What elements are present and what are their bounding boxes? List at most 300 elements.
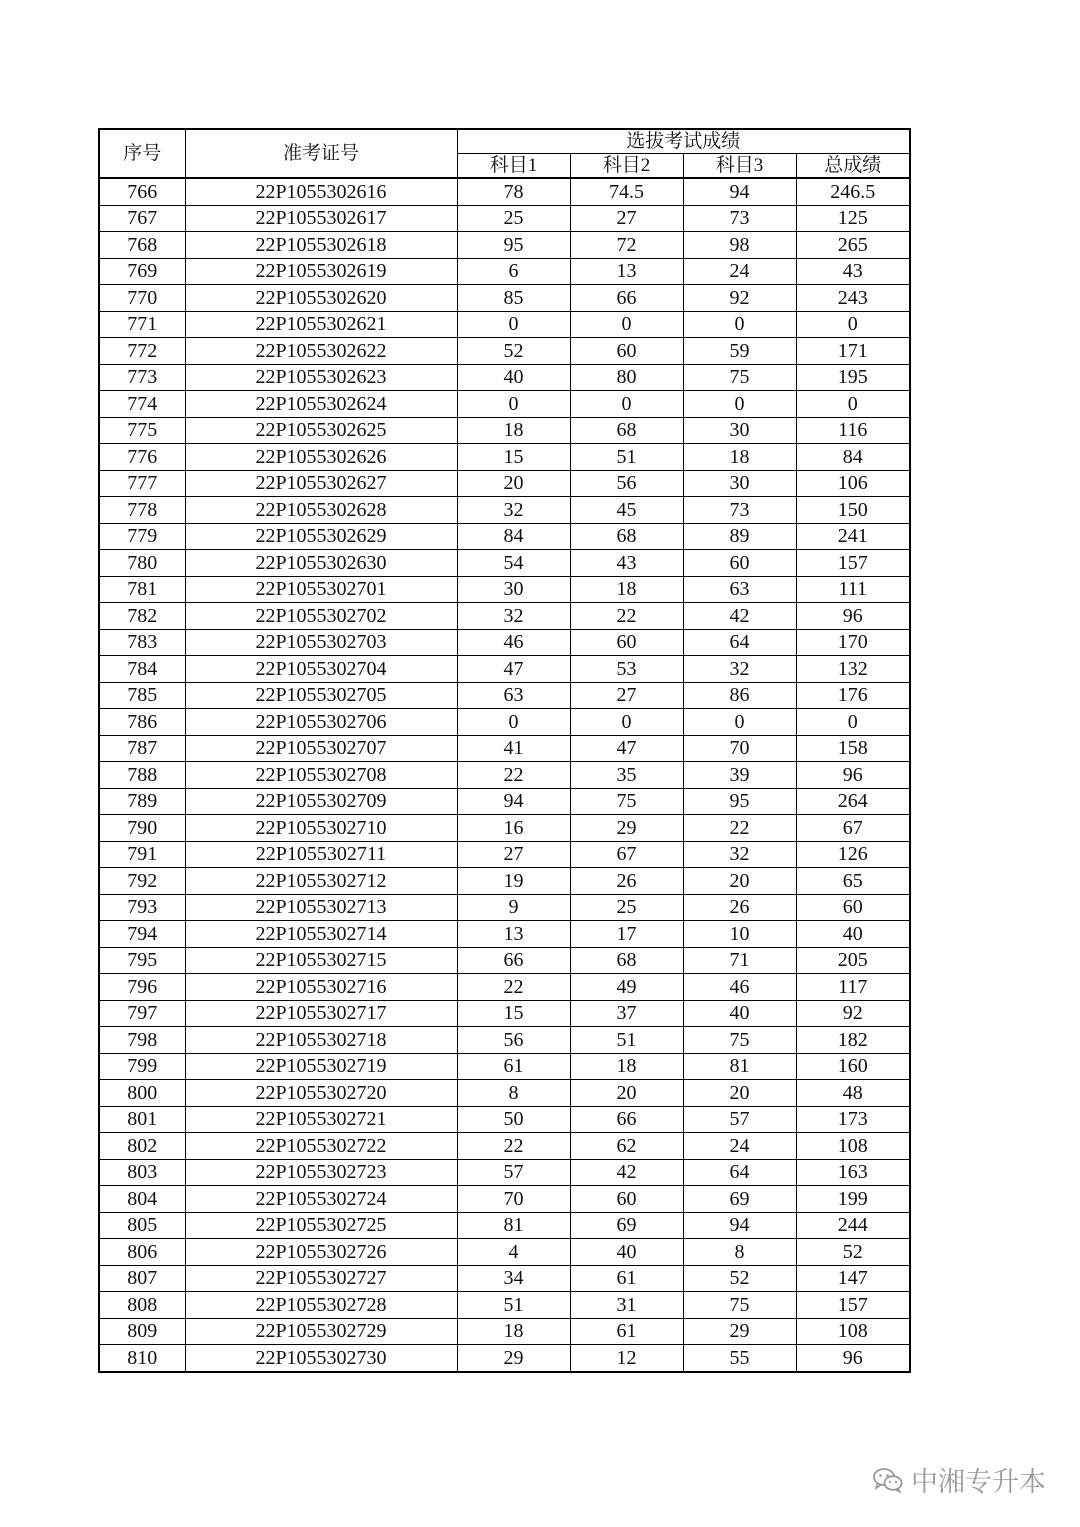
cell-subject1: 61 bbox=[457, 1053, 570, 1080]
cell-total: 84 bbox=[796, 444, 910, 471]
cell-seq: 767 bbox=[99, 205, 185, 232]
cell-seq: 775 bbox=[99, 417, 185, 444]
cell-exam-id: 22P1055302704 bbox=[185, 656, 457, 683]
cell-exam-id: 22P1055302712 bbox=[185, 868, 457, 895]
table-row bbox=[99, 576, 910, 603]
cell-subject2: 31 bbox=[570, 1292, 683, 1319]
cell-subject2: 51 bbox=[570, 444, 683, 471]
cell-subject3: 42 bbox=[683, 603, 796, 630]
cell-exam-id: 22P1055302624 bbox=[185, 391, 457, 418]
cell-exam-id: 22P1055302726 bbox=[185, 1239, 457, 1266]
table-row bbox=[99, 1106, 910, 1133]
table-row bbox=[99, 656, 910, 683]
cell-total: 147 bbox=[796, 1265, 910, 1292]
table-row bbox=[99, 1000, 910, 1027]
cell-subject1: 51 bbox=[457, 1292, 570, 1319]
cell-subject3: 94 bbox=[683, 1212, 796, 1239]
cell-exam-id: 22P1055302702 bbox=[185, 603, 457, 630]
cell-subject2: 68 bbox=[570, 417, 683, 444]
cell-subject3: 52 bbox=[683, 1265, 796, 1292]
cell-subject1: 34 bbox=[457, 1265, 570, 1292]
cell-exam-id: 22P1055302617 bbox=[185, 205, 457, 232]
cell-total: 150 bbox=[796, 497, 910, 524]
table-header bbox=[99, 129, 910, 178]
cell-subject1: 22 bbox=[457, 762, 570, 789]
table-row bbox=[99, 1292, 910, 1319]
cell-total: 96 bbox=[796, 762, 910, 789]
cell-exam-id: 22P1055302721 bbox=[185, 1106, 457, 1133]
cell-total: 117 bbox=[796, 974, 910, 1001]
cell-total: 60 bbox=[796, 894, 910, 921]
cell-subject3: 57 bbox=[683, 1106, 796, 1133]
cell-seq: 809 bbox=[99, 1318, 185, 1345]
cell-subject2: 0 bbox=[570, 311, 683, 338]
cell-exam-id: 22P1055302727 bbox=[185, 1265, 457, 1292]
cell-seq: 779 bbox=[99, 523, 185, 550]
cell-total: 205 bbox=[796, 947, 910, 974]
cell-subject1: 15 bbox=[457, 1000, 570, 1027]
cell-subject2: 68 bbox=[570, 523, 683, 550]
cell-subject3: 0 bbox=[683, 311, 796, 338]
table-row bbox=[99, 417, 910, 444]
table-row bbox=[99, 735, 910, 762]
cell-subject1: 30 bbox=[457, 576, 570, 603]
cell-total: 241 bbox=[796, 523, 910, 550]
cell-total: 243 bbox=[796, 285, 910, 312]
cell-subject3: 46 bbox=[683, 974, 796, 1001]
cell-exam-id: 22P1055302723 bbox=[185, 1159, 457, 1186]
cell-subject3: 30 bbox=[683, 417, 796, 444]
cell-subject1: 15 bbox=[457, 444, 570, 471]
cell-exam-id: 22P1055302724 bbox=[185, 1186, 457, 1213]
cell-subject2: 25 bbox=[570, 894, 683, 921]
cell-subject3: 73 bbox=[683, 205, 796, 232]
header-subject3: 科目3 bbox=[683, 154, 796, 179]
cell-subject2: 51 bbox=[570, 1027, 683, 1054]
cell-exam-id: 22P1055302707 bbox=[185, 735, 457, 762]
cell-seq: 778 bbox=[99, 497, 185, 524]
cell-total: 96 bbox=[796, 603, 910, 630]
cell-subject1: 78 bbox=[457, 178, 570, 205]
cell-subject3: 69 bbox=[683, 1186, 796, 1213]
cell-total: 0 bbox=[796, 311, 910, 338]
cell-total: 52 bbox=[796, 1239, 910, 1266]
cell-subject2: 80 bbox=[570, 364, 683, 391]
cell-seq: 808 bbox=[99, 1292, 185, 1319]
table-row bbox=[99, 1186, 910, 1213]
header-subject2: 科目2 bbox=[570, 154, 683, 179]
cell-total: 173 bbox=[796, 1106, 910, 1133]
table-row bbox=[99, 921, 910, 948]
cell-subject3: 75 bbox=[683, 1027, 796, 1054]
cell-total: 108 bbox=[796, 1318, 910, 1345]
cell-subject1: 85 bbox=[457, 285, 570, 312]
cell-subject2: 18 bbox=[570, 576, 683, 603]
table-row bbox=[99, 338, 910, 365]
table-row bbox=[99, 894, 910, 921]
cell-subject1: 66 bbox=[457, 947, 570, 974]
cell-subject3: 71 bbox=[683, 947, 796, 974]
cell-total: 199 bbox=[796, 1186, 910, 1213]
cell-seq: 768 bbox=[99, 232, 185, 259]
cell-seq: 773 bbox=[99, 364, 185, 391]
cell-total: 0 bbox=[796, 391, 910, 418]
cell-seq: 790 bbox=[99, 815, 185, 842]
cell-subject3: 20 bbox=[683, 1080, 796, 1107]
cell-total: 96 bbox=[796, 1345, 910, 1372]
table-row bbox=[99, 974, 910, 1001]
table-row bbox=[99, 1345, 910, 1372]
table-row bbox=[99, 205, 910, 232]
cell-seq: 780 bbox=[99, 550, 185, 577]
cell-subject2: 0 bbox=[570, 391, 683, 418]
cell-subject3: 86 bbox=[683, 682, 796, 709]
cell-seq: 793 bbox=[99, 894, 185, 921]
table-row bbox=[99, 232, 910, 259]
cell-subject3: 81 bbox=[683, 1053, 796, 1080]
cell-subject2: 61 bbox=[570, 1318, 683, 1345]
cell-subject1: 84 bbox=[457, 523, 570, 550]
cell-seq: 791 bbox=[99, 841, 185, 868]
cell-exam-id: 22P1055302627 bbox=[185, 470, 457, 497]
table-row bbox=[99, 841, 910, 868]
cell-exam-id: 22P1055302728 bbox=[185, 1292, 457, 1319]
cell-seq: 782 bbox=[99, 603, 185, 630]
cell-exam-id: 22P1055302623 bbox=[185, 364, 457, 391]
header-subject1: 科目1 bbox=[457, 154, 570, 179]
cell-total: 160 bbox=[796, 1053, 910, 1080]
cell-subject3: 92 bbox=[683, 285, 796, 312]
cell-subject2: 60 bbox=[570, 338, 683, 365]
cell-subject2: 27 bbox=[570, 205, 683, 232]
table-row bbox=[99, 1053, 910, 1080]
table-row bbox=[99, 497, 910, 524]
cell-subject3: 59 bbox=[683, 338, 796, 365]
cell-total: 116 bbox=[796, 417, 910, 444]
cell-exam-id: 22P1055302625 bbox=[185, 417, 457, 444]
table-row bbox=[99, 815, 910, 842]
cell-subject3: 75 bbox=[683, 364, 796, 391]
cell-subject1: 18 bbox=[457, 1318, 570, 1345]
table-row bbox=[99, 550, 910, 577]
cell-seq: 801 bbox=[99, 1106, 185, 1133]
cell-total: 108 bbox=[796, 1133, 910, 1160]
cell-total: 176 bbox=[796, 682, 910, 709]
cell-subject3: 63 bbox=[683, 576, 796, 603]
cell-total: 65 bbox=[796, 868, 910, 895]
header-total: 总成绩 bbox=[796, 154, 910, 179]
cell-subject2: 22 bbox=[570, 603, 683, 630]
cell-subject1: 8 bbox=[457, 1080, 570, 1107]
cell-subject1: 4 bbox=[457, 1239, 570, 1266]
cell-subject3: 60 bbox=[683, 550, 796, 577]
cell-subject1: 47 bbox=[457, 656, 570, 683]
cell-subject1: 6 bbox=[457, 258, 570, 285]
cell-exam-id: 22P1055302722 bbox=[185, 1133, 457, 1160]
table-row bbox=[99, 1318, 910, 1345]
cell-seq: 798 bbox=[99, 1027, 185, 1054]
cell-subject2: 26 bbox=[570, 868, 683, 895]
cell-total: 158 bbox=[796, 735, 910, 762]
table-row bbox=[99, 364, 910, 391]
cell-subject2: 18 bbox=[570, 1053, 683, 1080]
table-row bbox=[99, 762, 910, 789]
table-row bbox=[99, 1133, 910, 1160]
cell-subject3: 73 bbox=[683, 497, 796, 524]
cell-subject2: 66 bbox=[570, 285, 683, 312]
cell-subject2: 45 bbox=[570, 497, 683, 524]
cell-seq: 785 bbox=[99, 682, 185, 709]
cell-subject3: 30 bbox=[683, 470, 796, 497]
table-row bbox=[99, 523, 910, 550]
cell-subject3: 8 bbox=[683, 1239, 796, 1266]
cell-total: 182 bbox=[796, 1027, 910, 1054]
cell-subject2: 60 bbox=[570, 629, 683, 656]
cell-subject3: 98 bbox=[683, 232, 796, 259]
score-table bbox=[98, 128, 911, 1373]
table-body bbox=[99, 178, 910, 1372]
cell-total: 246.5 bbox=[796, 178, 910, 205]
cell-subject1: 52 bbox=[457, 338, 570, 365]
cell-seq: 799 bbox=[99, 1053, 185, 1080]
table-row bbox=[99, 1239, 910, 1266]
cell-total: 43 bbox=[796, 258, 910, 285]
table-row bbox=[99, 1080, 910, 1107]
cell-subject3: 64 bbox=[683, 1159, 796, 1186]
cell-seq: 788 bbox=[99, 762, 185, 789]
table-row bbox=[99, 1212, 910, 1239]
cell-subject3: 94 bbox=[683, 178, 796, 205]
cell-seq: 772 bbox=[99, 338, 185, 365]
cell-seq: 792 bbox=[99, 868, 185, 895]
table-row bbox=[99, 603, 910, 630]
cell-total: 132 bbox=[796, 656, 910, 683]
cell-exam-id: 22P1055302620 bbox=[185, 285, 457, 312]
cell-subject2: 40 bbox=[570, 1239, 683, 1266]
cell-subject1: 0 bbox=[457, 311, 570, 338]
cell-total: 171 bbox=[796, 338, 910, 365]
cell-total: 126 bbox=[796, 841, 910, 868]
table-row bbox=[99, 258, 910, 285]
cell-subject3: 89 bbox=[683, 523, 796, 550]
cell-total: 48 bbox=[796, 1080, 910, 1107]
cell-total: 195 bbox=[796, 364, 910, 391]
table-row bbox=[99, 709, 910, 736]
cell-subject1: 32 bbox=[457, 497, 570, 524]
cell-subject1: 32 bbox=[457, 603, 570, 630]
table-row bbox=[99, 682, 910, 709]
cell-subject1: 41 bbox=[457, 735, 570, 762]
cell-exam-id: 22P1055302622 bbox=[185, 338, 457, 365]
cell-seq: 796 bbox=[99, 974, 185, 1001]
cell-subject1: 54 bbox=[457, 550, 570, 577]
table-row bbox=[99, 391, 910, 418]
cell-subject2: 29 bbox=[570, 815, 683, 842]
cell-exam-id: 22P1055302701 bbox=[185, 576, 457, 603]
cell-exam-id: 22P1055302709 bbox=[185, 788, 457, 815]
cell-exam-id: 22P1055302619 bbox=[185, 258, 457, 285]
cell-subject2: 74.5 bbox=[570, 178, 683, 205]
cell-subject2: 68 bbox=[570, 947, 683, 974]
cell-seq: 795 bbox=[99, 947, 185, 974]
cell-total: 157 bbox=[796, 550, 910, 577]
table-row bbox=[99, 1265, 910, 1292]
cell-subject2: 20 bbox=[570, 1080, 683, 1107]
cell-total: 125 bbox=[796, 205, 910, 232]
cell-exam-id: 22P1055302713 bbox=[185, 894, 457, 921]
cell-exam-id: 22P1055302703 bbox=[185, 629, 457, 656]
cell-subject2: 47 bbox=[570, 735, 683, 762]
cell-subject2: 72 bbox=[570, 232, 683, 259]
cell-exam-id: 22P1055302708 bbox=[185, 762, 457, 789]
cell-subject3: 70 bbox=[683, 735, 796, 762]
table-row bbox=[99, 1159, 910, 1186]
cell-subject1: 94 bbox=[457, 788, 570, 815]
cell-seq: 794 bbox=[99, 921, 185, 948]
cell-subject1: 63 bbox=[457, 682, 570, 709]
cell-subject3: 32 bbox=[683, 841, 796, 868]
table-row bbox=[99, 178, 910, 205]
cell-exam-id: 22P1055302710 bbox=[185, 815, 457, 842]
cell-subject2: 69 bbox=[570, 1212, 683, 1239]
header-row-top bbox=[99, 129, 910, 154]
cell-total: 244 bbox=[796, 1212, 910, 1239]
cell-subject1: 22 bbox=[457, 1133, 570, 1160]
cell-subject1: 50 bbox=[457, 1106, 570, 1133]
table-row bbox=[99, 788, 910, 815]
cell-subject1: 40 bbox=[457, 364, 570, 391]
cell-seq: 800 bbox=[99, 1080, 185, 1107]
cell-subject2: 67 bbox=[570, 841, 683, 868]
table-row bbox=[99, 947, 910, 974]
cell-seq: 770 bbox=[99, 285, 185, 312]
cell-seq: 777 bbox=[99, 470, 185, 497]
header-score-group: 选拔考试成绩 bbox=[457, 129, 910, 154]
table-row bbox=[99, 470, 910, 497]
cell-seq: 776 bbox=[99, 444, 185, 471]
cell-subject2: 0 bbox=[570, 709, 683, 736]
header-exam-id: 准考证号 bbox=[185, 129, 457, 178]
cell-subject3: 20 bbox=[683, 868, 796, 895]
cell-subject2: 56 bbox=[570, 470, 683, 497]
cell-seq: 797 bbox=[99, 1000, 185, 1027]
cell-subject3: 24 bbox=[683, 1133, 796, 1160]
cell-exam-id: 22P1055302717 bbox=[185, 1000, 457, 1027]
cell-subject2: 42 bbox=[570, 1159, 683, 1186]
cell-total: 111 bbox=[796, 576, 910, 603]
cell-subject1: 81 bbox=[457, 1212, 570, 1239]
cell-subject3: 64 bbox=[683, 629, 796, 656]
cell-subject1: 27 bbox=[457, 841, 570, 868]
cell-subject3: 18 bbox=[683, 444, 796, 471]
cell-subject2: 13 bbox=[570, 258, 683, 285]
cell-subject1: 29 bbox=[457, 1345, 570, 1372]
cell-exam-id: 22P1055302725 bbox=[185, 1212, 457, 1239]
table-row bbox=[99, 444, 910, 471]
cell-seq: 769 bbox=[99, 258, 185, 285]
cell-seq: 789 bbox=[99, 788, 185, 815]
cell-subject2: 49 bbox=[570, 974, 683, 1001]
cell-exam-id: 22P1055302628 bbox=[185, 497, 457, 524]
cell-subject3: 29 bbox=[683, 1318, 796, 1345]
cell-subject2: 61 bbox=[570, 1265, 683, 1292]
cell-subject2: 75 bbox=[570, 788, 683, 815]
cell-subject1: 20 bbox=[457, 470, 570, 497]
cell-subject2: 60 bbox=[570, 1186, 683, 1213]
cell-subject3: 0 bbox=[683, 391, 796, 418]
cell-exam-id: 22P1055302630 bbox=[185, 550, 457, 577]
cell-total: 163 bbox=[796, 1159, 910, 1186]
cell-subject2: 66 bbox=[570, 1106, 683, 1133]
cell-subject3: 0 bbox=[683, 709, 796, 736]
cell-subject1: 9 bbox=[457, 894, 570, 921]
table-row bbox=[99, 629, 910, 656]
cell-seq: 771 bbox=[99, 311, 185, 338]
table-row bbox=[99, 285, 910, 312]
cell-exam-id: 22P1055302626 bbox=[185, 444, 457, 471]
cell-total: 265 bbox=[796, 232, 910, 259]
cell-seq: 786 bbox=[99, 709, 185, 736]
cell-subject2: 35 bbox=[570, 762, 683, 789]
watermark-text: 中湘专升本 bbox=[911, 1467, 1046, 1498]
cell-exam-id: 22P1055302711 bbox=[185, 841, 457, 868]
cell-subject2: 37 bbox=[570, 1000, 683, 1027]
header-seq: 序号 bbox=[99, 129, 185, 178]
cell-subject3: 75 bbox=[683, 1292, 796, 1319]
cell-subject2: 27 bbox=[570, 682, 683, 709]
cell-exam-id: 22P1055302618 bbox=[185, 232, 457, 259]
table-row bbox=[99, 868, 910, 895]
cell-exam-id: 22P1055302621 bbox=[185, 311, 457, 338]
cell-seq: 784 bbox=[99, 656, 185, 683]
cell-seq: 774 bbox=[99, 391, 185, 418]
cell-subject1: 16 bbox=[457, 815, 570, 842]
cell-total: 67 bbox=[796, 815, 910, 842]
cell-subject2: 62 bbox=[570, 1133, 683, 1160]
cell-exam-id: 22P1055302719 bbox=[185, 1053, 457, 1080]
cell-subject1: 57 bbox=[457, 1159, 570, 1186]
cell-subject3: 95 bbox=[683, 788, 796, 815]
cell-seq: 807 bbox=[99, 1265, 185, 1292]
cell-exam-id: 22P1055302718 bbox=[185, 1027, 457, 1054]
cell-exam-id: 22P1055302714 bbox=[185, 921, 457, 948]
cell-exam-id: 22P1055302706 bbox=[185, 709, 457, 736]
cell-subject2: 12 bbox=[570, 1345, 683, 1372]
cell-total: 0 bbox=[796, 709, 910, 736]
cell-seq: 810 bbox=[99, 1345, 185, 1372]
cell-subject2: 17 bbox=[570, 921, 683, 948]
cell-exam-id: 22P1055302729 bbox=[185, 1318, 457, 1345]
cell-exam-id: 22P1055302616 bbox=[185, 178, 457, 205]
cell-seq: 783 bbox=[99, 629, 185, 656]
cell-subject3: 55 bbox=[683, 1345, 796, 1372]
cell-total: 92 bbox=[796, 1000, 910, 1027]
cell-subject1: 25 bbox=[457, 205, 570, 232]
cell-exam-id: 22P1055302730 bbox=[185, 1345, 457, 1372]
cell-seq: 804 bbox=[99, 1186, 185, 1213]
cell-subject3: 26 bbox=[683, 894, 796, 921]
cell-total: 157 bbox=[796, 1292, 910, 1319]
cell-total: 170 bbox=[796, 629, 910, 656]
cell-subject3: 40 bbox=[683, 1000, 796, 1027]
cell-exam-id: 22P1055302629 bbox=[185, 523, 457, 550]
cell-subject3: 39 bbox=[683, 762, 796, 789]
cell-seq: 806 bbox=[99, 1239, 185, 1266]
cell-subject2: 53 bbox=[570, 656, 683, 683]
cell-subject3: 32 bbox=[683, 656, 796, 683]
cell-exam-id: 22P1055302705 bbox=[185, 682, 457, 709]
cell-subject1: 0 bbox=[457, 709, 570, 736]
